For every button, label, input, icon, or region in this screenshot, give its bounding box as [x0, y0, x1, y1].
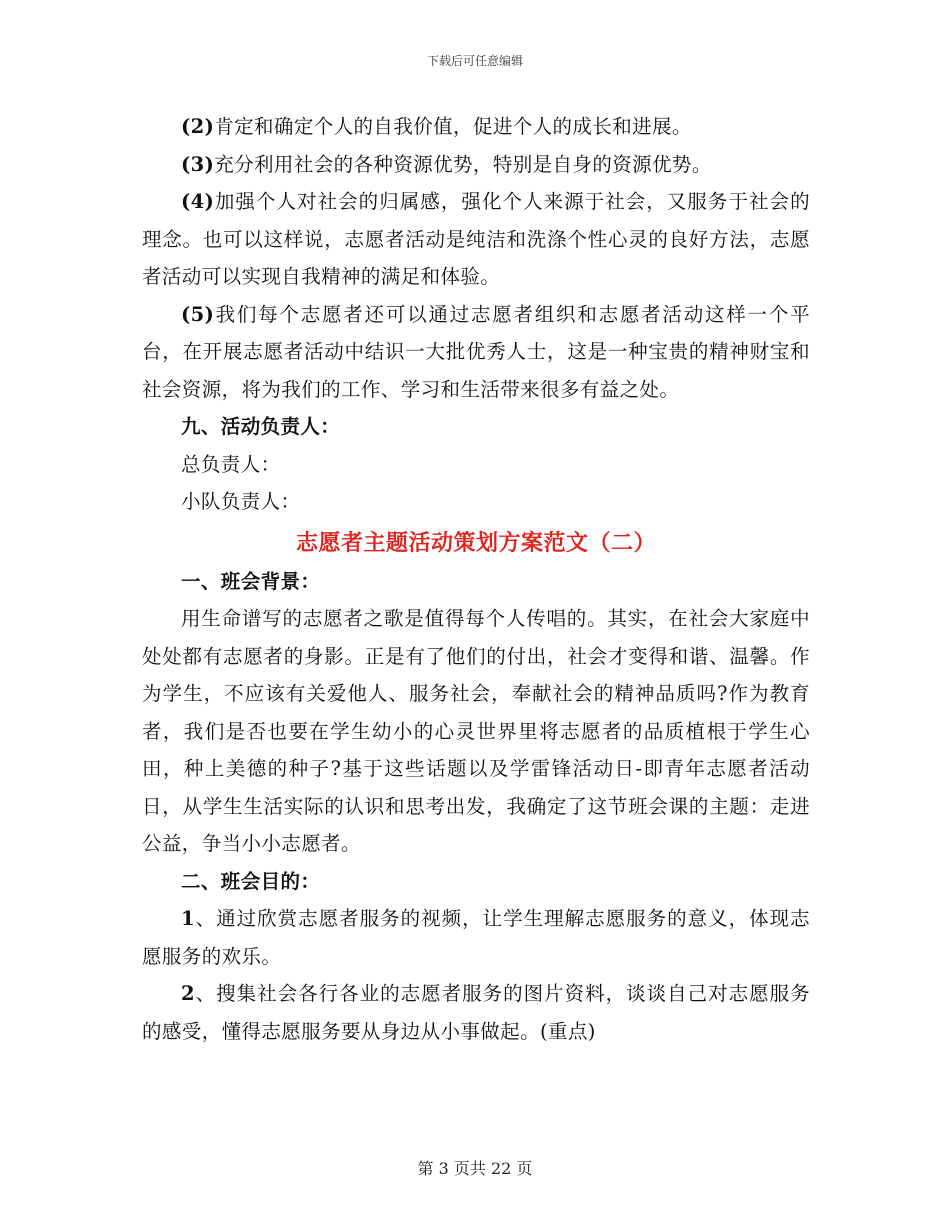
- item-text: 、通过欣赏志愿者服务的视频，让学生理解志愿服务的意义，体现志愿服务的欢乐。: [142, 907, 810, 968]
- item-text: 加强个人对社会的归属感，强化个人来源于社会，又服务于社会的理念。也可以这样说，志愿者活动是纯洁和洗涤个性心灵的良好方法，志愿者活动可以实现自我精神的满足和体验。: [142, 190, 810, 288]
- document-body: [142, 108, 810, 1050]
- item-text: 、搜集社会各行各业的志愿者服务的图片资料，谈谈自己对志愿服务的感受，懂得志愿服务要从身边从小事做起。(重点): [142, 982, 810, 1043]
- item-number: 1: [181, 907, 195, 930]
- background-heading: 一、班会背景：: [181, 569, 321, 593]
- goals-heading: 二、班会目的：: [181, 869, 321, 893]
- list-item: [142, 296, 810, 409]
- list-item: [142, 183, 810, 296]
- background-paragraph: 用生命谱写的志愿者之歌是值得每个人传唱的。其实，在社会大家庭中处处都有志愿者的身影。正是有了他们的付出，社会才变得和谐、温馨。作为学生，不应该有关爱他人、服务社会，奉献社会的精神品质吗?作为教育者，我们是否也要在学生幼小的心灵世界里将志愿者的品质植根于学生心田，种上美德的种子?基于这些话题以及学雷锋活动日-即青年志愿者活动日，从学生生活实际的认识和思考出发，我确定了这节班会课的主题：走进公益，争当小小志愿者。: [142, 607, 810, 855]
- item-number: 2: [181, 982, 195, 1005]
- item-text: 充分利用社会的各种资源优势，特别是自身的资源优势。: [214, 152, 712, 176]
- section-title: 志愿者主题活动策划方案范文（二）: [295, 529, 656, 556]
- page-header: 下载后可任意编辑: [426, 54, 523, 68]
- list-item: [142, 975, 810, 1050]
- list-item: [142, 146, 810, 184]
- item-text: 肯定和确定个人的自我价值，促进个人的成长和进展。: [214, 115, 692, 138]
- item-text: 我们每个志愿者还可以通过志愿者组织和志愿者活动这样一个平台，在开展志愿者活动中结识一大批优秀人士，这是一种宝贵的精神财宝和社会资源，将为我们的工作、学习和生活带来很多有益之处。: [142, 302, 810, 401]
- item-number: (4): [181, 190, 215, 213]
- section-nine-heading: 九、活动负责人：: [181, 415, 341, 438]
- list-item: [142, 900, 810, 975]
- page-footer: 第 3 页共 22 页: [417, 1159, 533, 1178]
- item-number: (5): [181, 302, 215, 326]
- squad-responsible-line: 小队负责人：: [181, 490, 301, 513]
- item-number: (3): [181, 152, 215, 176]
- chief-responsible-line: 总负责人：: [181, 452, 281, 476]
- list-item: [142, 108, 810, 146]
- item-number: (2): [181, 115, 215, 138]
